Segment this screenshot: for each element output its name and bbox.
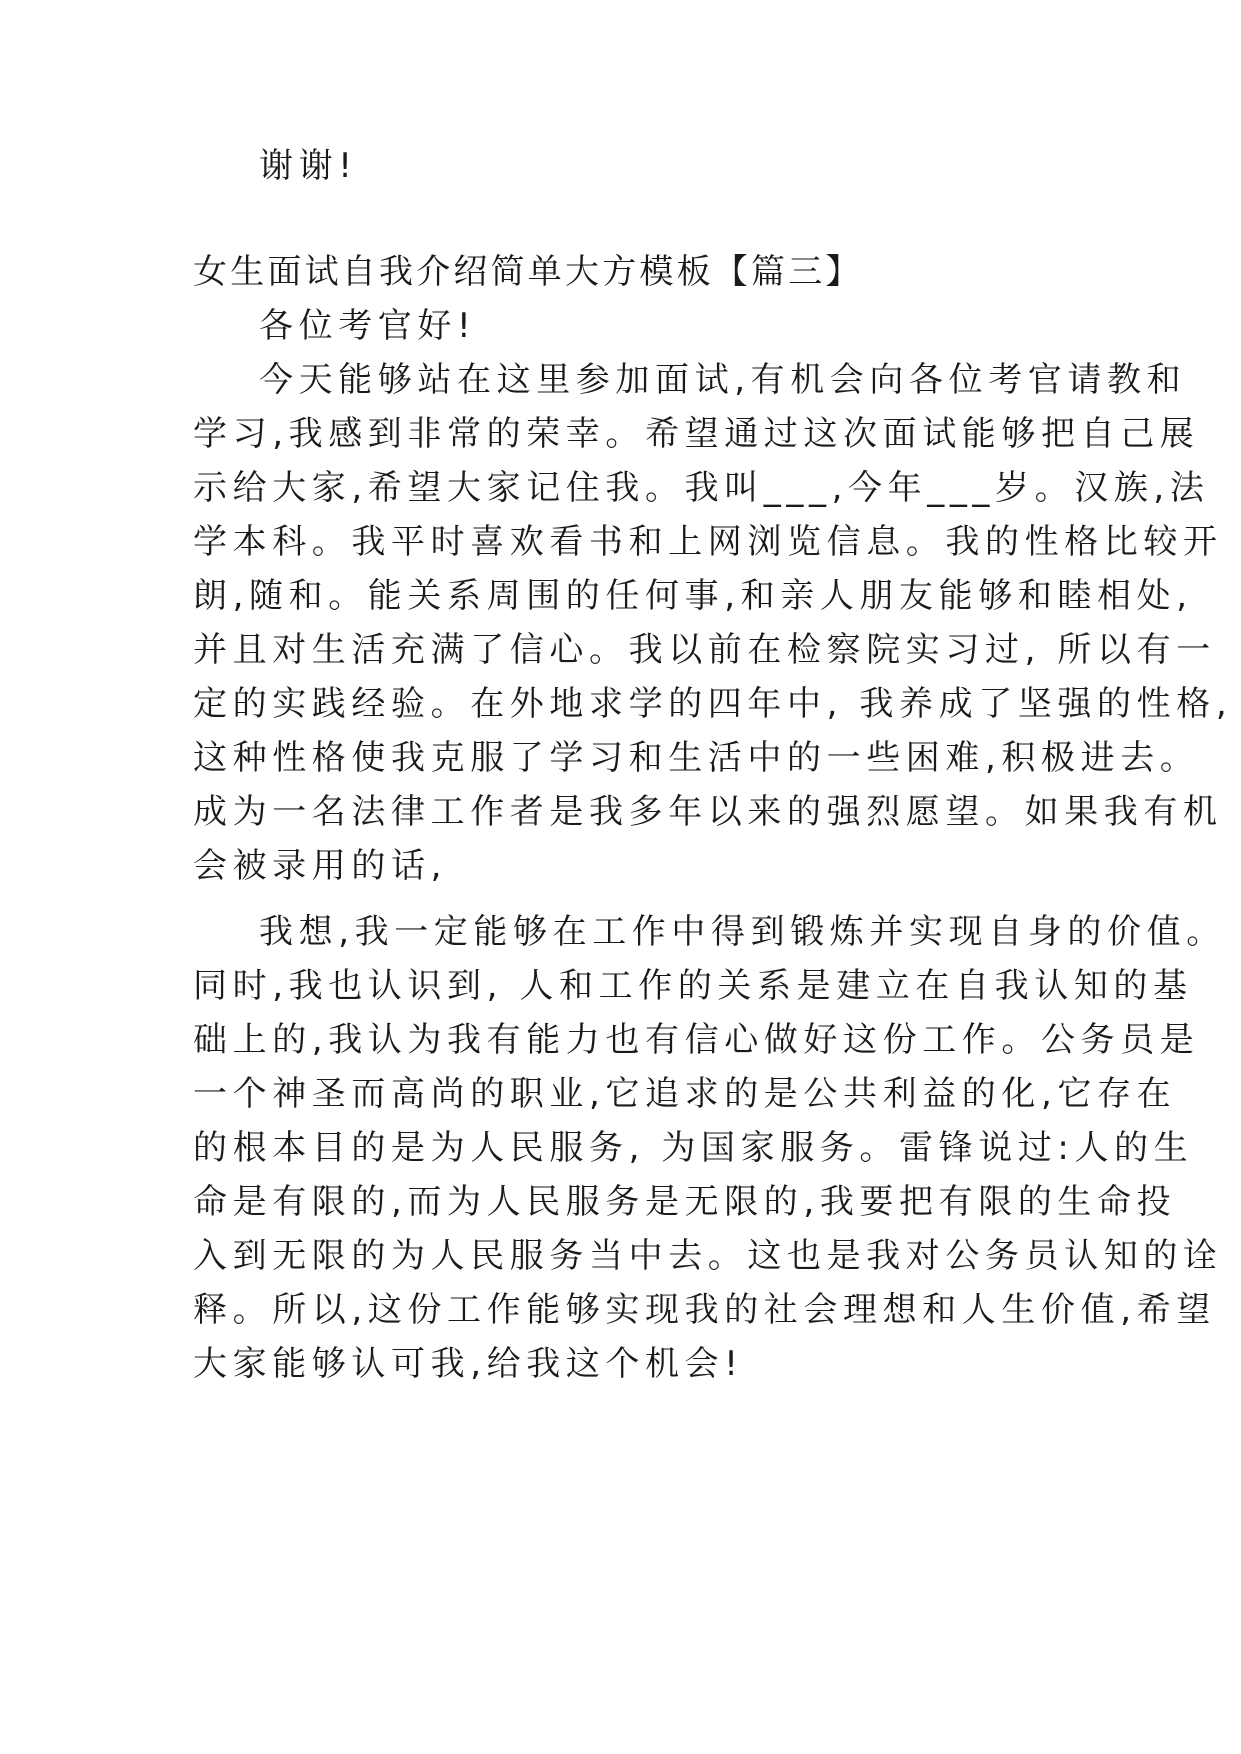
- paragraph-line: 定的实践经验。在外地求学的四年中, 我养成了坚强的性格,: [193, 684, 1233, 724]
- paragraph-line: 命是有限的,而为人民服务是无限的,我要把有限的生命投: [193, 1182, 1177, 1222]
- paragraph-line: 会被录用的话,: [193, 846, 448, 886]
- paragraph-line: 学本科。我平时喜欢看书和上网浏览信息。我的性格比较开: [193, 522, 1223, 562]
- paragraph-line: 同时,我也认识到, 人和工作的关系是建立在自我认知的基: [193, 966, 1193, 1006]
- paragraph-line: 释。所以,这份工作能够实现我的社会理想和人生价值,希望: [193, 1290, 1216, 1330]
- paragraph-line: 一个神圣而高尚的职业,它追求的是公共利益的化,它存在: [193, 1074, 1177, 1114]
- section-heading: 女生面试自我介绍简单大方模板【篇三】: [193, 252, 863, 292]
- paragraph-line: 示给大家,希望大家记住我。我叫___,今年___岁。汉族,法: [193, 468, 1210, 508]
- paragraph-line: 础上的,我认为我有能力也有信心做好这份工作。公务员是: [193, 1020, 1200, 1060]
- greeting-text: 各位考官好!: [259, 306, 477, 346]
- paragraph-line: 的根本目的是为人民服务, 为国家服务。雷锋说过:人的生: [193, 1128, 1194, 1168]
- paragraph-line: 入到无限的为人民服务当中去。这也是我对公务员认知的诠: [193, 1236, 1223, 1276]
- closing-text: 谢谢!: [259, 146, 358, 186]
- paragraph-line: 这种性格使我克服了学习和生活中的一些困难,积极进去。: [193, 738, 1200, 778]
- paragraph-line: 大家能够认可我,给我这个机会!: [193, 1344, 744, 1384]
- paragraph-line: 今天能够站在这里参加面试,有机会向各位考官请教和: [259, 360, 1187, 400]
- paragraph-line: 我想,我一定能够在工作中得到锻炼并实现自身的价值。: [259, 912, 1226, 952]
- paragraph-line: 朗,随和。能关系周围的任何事,和亲人朋友能够和睦相处,: [193, 576, 1193, 616]
- paragraph-line: 并且对生活充满了信心。我以前在检察院实习过, 所以有一: [193, 630, 1216, 670]
- paragraph-line: 学习,我感到非常的荣幸。希望通过这次面试能够把自己展: [193, 414, 1200, 454]
- paragraph-line: 成为一名法律工作者是我多年以来的强烈愿望。如果我有机: [193, 792, 1223, 832]
